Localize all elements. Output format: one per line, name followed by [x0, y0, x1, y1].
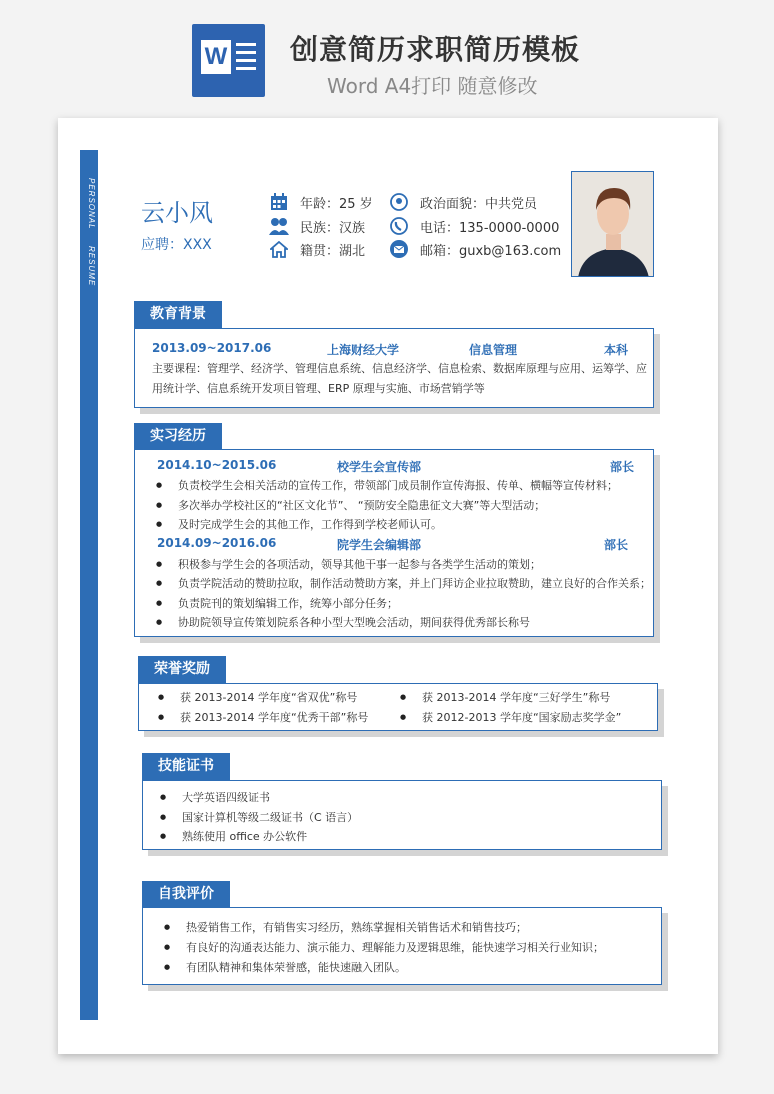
info-nation: 民族：汉族 — [268, 216, 365, 236]
job1-item: ● 多次举办学校社区的“社区文化节”、 “预防安全隐患征文大赛”等大型活动； — [178, 496, 545, 515]
skill-item: ● 大学英语四级证书 — [182, 788, 270, 807]
honors-tab: 荣誉奖励 — [138, 656, 226, 683]
info-native: 籍贯：湖北 — [268, 239, 365, 259]
education-courses: 主要课程：管理学、经济学、管理信息系统、信息经济学、信息检索、数据库原理与应用、运筹学、应 用统计学、信息系统开发项目管理、ERP 原理与实施、市场营销学等 — [152, 362, 647, 395]
job2-item: ● 积极参与学生会的各项活动，领导其他干事一起参与各类学生活动的策划； — [178, 555, 541, 574]
home-icon — [268, 239, 290, 259]
info-age: 年龄：25 岁 — [268, 192, 373, 212]
candidate-name: 云小风 — [141, 199, 213, 227]
template-banner — [0, 0, 774, 118]
skill-item: ● 国家计算机等级二级证书（C 语言） — [182, 808, 358, 827]
self-item: ● 热爱销售工作，有销售实习经历，熟练掌握相关销售话术和销售技巧； — [186, 918, 527, 937]
job2-item: ● 负责院刊的策划编辑工作，统筹小部分任务； — [178, 594, 398, 613]
job2-item: ● 协助院领导宣传策划院系各种小型大型晚会活动，期间获得优秀部长称号 — [178, 613, 530, 632]
banner-title: 创意简历求职简历模板 — [290, 33, 581, 66]
profile-photo — [571, 171, 654, 277]
self-tab: 自我评价 — [142, 881, 230, 908]
location-icon — [388, 192, 410, 212]
job2-item: ● 负责学院活动的赞助拉取，制作活动赞助方案，并上门拜访企业拉取赞助，建立良好的合作关系； — [178, 574, 651, 593]
mail-icon — [388, 239, 410, 259]
banner-subtitle: Word A4打印 随意修改 — [327, 74, 538, 98]
side-label: PERSONALRESUME — [87, 178, 96, 286]
apply-position: 应聘：XXX — [141, 237, 212, 253]
phone-icon — [388, 216, 410, 236]
skills-tab: 技能证书 — [142, 753, 230, 780]
education-tab: 教育背景 — [134, 301, 222, 328]
honor-item: ● 获 2013-2014 学年度“三好学生”称号 — [422, 688, 610, 707]
people-icon — [268, 216, 290, 236]
honor-item: ● 获 2013-2014 学年度“优秀干部”称号 — [180, 708, 368, 727]
self-item: ● 有良好的沟通表达能力、演示能力、理解能力及逻辑思维，能快速学习相关行业知识； — [186, 938, 604, 957]
job1-item: ● 及时完成学生会的其他工作，工作得到学校老师认可。 — [178, 515, 442, 534]
word-logo-icon — [192, 24, 265, 97]
info-phone: 电话：135-0000-0000 — [388, 216, 559, 236]
self-item: ● 有团队精神和集体荣誉感，能快速融入团队。 — [186, 958, 406, 977]
skill-item: ● 熟练使用 office 办公软件 — [182, 827, 307, 846]
honor-item: ● 获 2013-2014 学年度“省双优”称号 — [180, 688, 357, 707]
info-politics: 政治面貌：中共党员 — [388, 192, 537, 212]
job1-item: ● 负责校学生会相关活动的宣传工作，带领部门成员制作宣传海报、传单、横幅等宣传材料； — [178, 476, 618, 495]
honor-item: ● 获 2012-2013 学年度“国家励志奖学金” — [422, 708, 621, 727]
internship-tab: 实习经历 — [134, 423, 222, 450]
calendar-icon — [268, 192, 290, 212]
word-logo-letter: W — [201, 40, 231, 74]
side-bar — [80, 150, 98, 1020]
resume-page: PERSONALRESUME 云小风 应聘：XXX 年龄：25 岁 民族：汉族 籍贯：湖北 政治面貌：中共党员 电话：135-0000-0000 邮箱：guxb@163.com 教育背景 2013.09~2017.06 上海财经大学 信息管理 本科 主要课程：管理学、经济学、管理信息系统、信息经济学、信息检索、数据库原理与应用、运筹学、应 用统计学、信息系统开发项目管理、ERP 原理与实施、市场营销学等 实习经历 2014.10~2015.06 校学生会宣传部 部长 ● 负责校学生会相关活动的宣传工作，带领部门成员制作宣传海报、传单、横幅等宣传材料； ● 多次举办学校社区的“社区文化节”、 “预防安全隐患征文大赛”等大型活动； ● 及时完成学生会的其他工作，工作得到学校老师认可。 2014.09~2016.06 院学生会编辑部 部长 ● 积极参与学生会的各项活动，领导其他干事一起参与各类学生活动的策划； ● 负责学院活动的赞助拉取，制作活动赞助方案，并上门拜访企业拉取赞助，建立良好的合作关系； ● 负责院刊的策划编辑工作，统筹小部分任务； ● 协助院领导宣传策划院系各种小型大型晚会活动，期间获得优秀部长称号 荣誉奖励 ● 获 2013-2014 学年度“省双优”称号 ● 获 2013-2014 学年度“三好学生”称号 ● 获 2013-2014 学年度“优秀干部”称号 ● 获 2012-2013 学年度“国家励志奖学金” 技能证书 ● 大学英语四级证书 ● 国家计算机等级二级证书（C 语言） ● 熟练使用 office 办公软件 自我评价 ● 热爱销售工作，有销售实习经历，熟练掌握相关销售话术和销售技巧； ● 有良好的沟通表达能力、演示能力、理解能力及逻辑思维，能快速学习相关行业知识； ● 有团队精神和集体荣誉感，能快速融入团队。 — [58, 118, 718, 1054]
info-email: 邮箱：guxb@163.com — [388, 239, 561, 259]
